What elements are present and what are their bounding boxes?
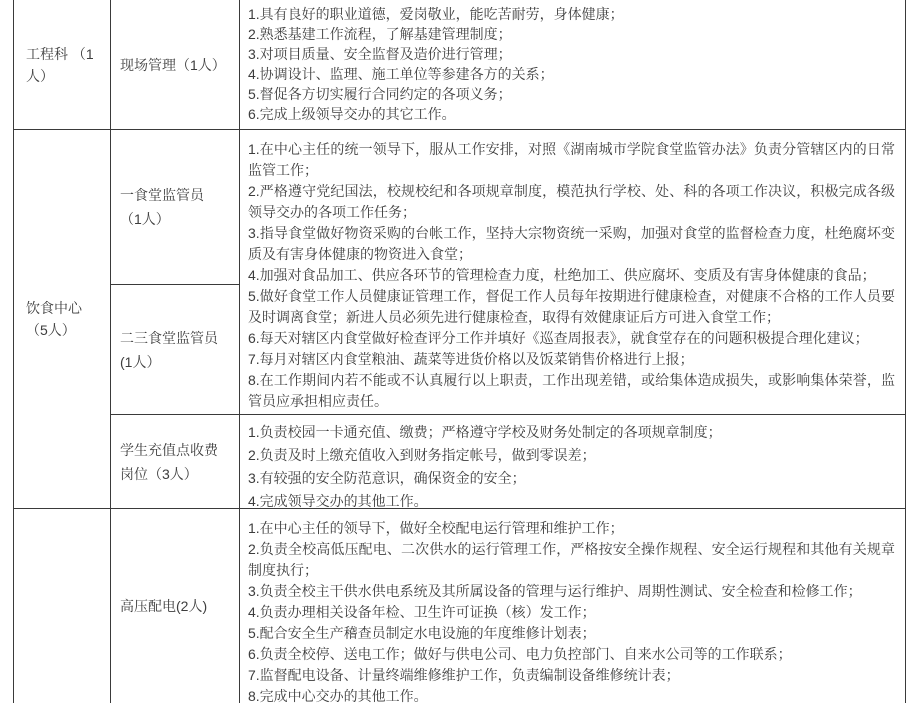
duty-item: 3.有较强的安全防范意识，确保资金的安全；: [248, 470, 526, 486]
duty-item: 4.协调设计、监理、施工单位等参建各方的关系；: [248, 66, 554, 82]
duties-cell-recharge-station: [240, 415, 906, 509]
department-label-line1: 饮食中心: [26, 300, 82, 316]
department-label: 工程科 （1人）: [26, 45, 94, 84]
duty-item: 3.对项目质量、安全监督及造价进行管理；: [248, 46, 512, 62]
duty-item: 6.每天对辖区内食堂做好检查评分工作并填好《巡查周报表》，就食堂存在的问题积极提合理化建议；: [248, 330, 869, 346]
duty-item: 5.做好食堂工作人员健康证管理工作，督促工作人员每年按期进行健康检查，对健康不合格的工作人员要及时调离食堂；新进人员必须先进行健康检查，取得有效健康证后方可进入食堂工作；: [248, 288, 895, 325]
position-label: 二三食堂监管员(1人）: [120, 329, 218, 370]
duty-item: 1.负责校园一卡通充值、缴费；严格遵守学校及财务处制定的各项规章制度；: [248, 424, 722, 440]
position-cell-canteen23-supervisor: [111, 285, 240, 415]
duty-item: 5.督促各方切实履行合同约定的各项义务；: [248, 86, 512, 102]
duty-item: 2.熟悉基建工作流程，了解基建管理制度；: [248, 26, 512, 42]
position-cell-site-management: [111, 0, 240, 130]
duty-item: 8.在工作期间内若不能或不认真履行以上职责，工作出现差错，或给集体造成损失，或影响集体荣誉，监管员应承担相应责任。: [248, 372, 895, 409]
position-cell-recharge-station: [111, 415, 240, 509]
job-duties-table: [13, 0, 906, 703]
duty-item: 4.完成领导交办的其他工作。: [248, 493, 428, 509]
duties-cell-canteen-supervision: [240, 130, 906, 415]
department-cell-dining: [13, 130, 111, 509]
duty-item: 1.在中心主任的领导下，做好全校配电运行管理和维护工作；: [248, 520, 624, 536]
duty-item: 2.严格遵守党纪国法，校规校纪和各项规章制度，模范执行学校、处、科的各项工作决议，积极完成各级领导交办的各项工作任务；: [248, 183, 895, 220]
duty-item: 3.负责全校主干供水供电系统及其所属设备的管理与运行维护、周期性测试、安全检查和检修工作；: [248, 583, 862, 599]
department-cell-power: [13, 509, 111, 703]
position-label: 高压配电(2人): [120, 598, 208, 614]
duty-item: 1.具有良好的职业道德，爱岗敬业，能吃苦耐劳，身体健康；: [248, 6, 624, 22]
duty-item: 7.每月对辖区内食堂粮油、蔬菜等进货价格以及饭菜销售价格进行上报；: [248, 351, 694, 367]
duty-item: 6.完成上级领导交办的其它工作。: [248, 106, 456, 122]
duty-item: 5.配合安全生产稽查员制定水电设施的年度维修计划表；: [248, 625, 596, 641]
duty-item: 1.在中心主任的统一领导下，服从工作安排，对照《湖南城市学院食堂监管办法》负责分管辖区内的日常监管工作；: [248, 141, 895, 178]
duties-cell-site-management: [240, 0, 906, 130]
duty-item: 7.监督配电设备、计量终端维修维护工作，负责编制设备维修统计表；: [248, 667, 680, 683]
position-cell-hv-power: [111, 509, 240, 703]
department-cell-engineering: [13, 0, 111, 130]
duty-item: 4.加强对食品加工、供应各环节的管理检查力度，杜绝加工、供应腐坏、变质及有害身体健康的食品；: [248, 267, 876, 283]
department-label-line2: （5人）: [26, 322, 76, 338]
duty-item: 3.指导食堂做好物资采购的台帐工作，坚持大宗物资统一采购，加强对食堂的监督检查力度，杜绝腐坏变质及有害身体健康的物资进入食堂；: [248, 225, 895, 262]
duty-item: 4.负责办理相关设备年检、卫生许可证换（核）发工作；: [248, 604, 596, 620]
position-label: 现场管理（1人）: [120, 56, 226, 73]
position-label: 学生充值点收费岗位（3人）: [120, 441, 218, 482]
duties-cell-hv-power: [240, 509, 906, 703]
duty-item: 2.负责及时上缴充值收入到财务指定帐号，做到零误差；: [248, 447, 596, 463]
duty-item: 2.负责全校高低压配电、二次供水的运行管理工作，严格按安全操作规程、安全运行规程和其他有关规章制度执行；: [248, 541, 895, 578]
position-label: 一食堂监管员 （1人）: [120, 187, 204, 227]
position-cell-canteen1-supervisor: [111, 130, 240, 285]
duty-item: 6.负责全校停、送电工作；做好与供电公司、电力负控部门、自来水公司等的工作联系；: [248, 646, 792, 662]
duty-item: 8.完成中心交办的其他工作。: [248, 688, 428, 703]
